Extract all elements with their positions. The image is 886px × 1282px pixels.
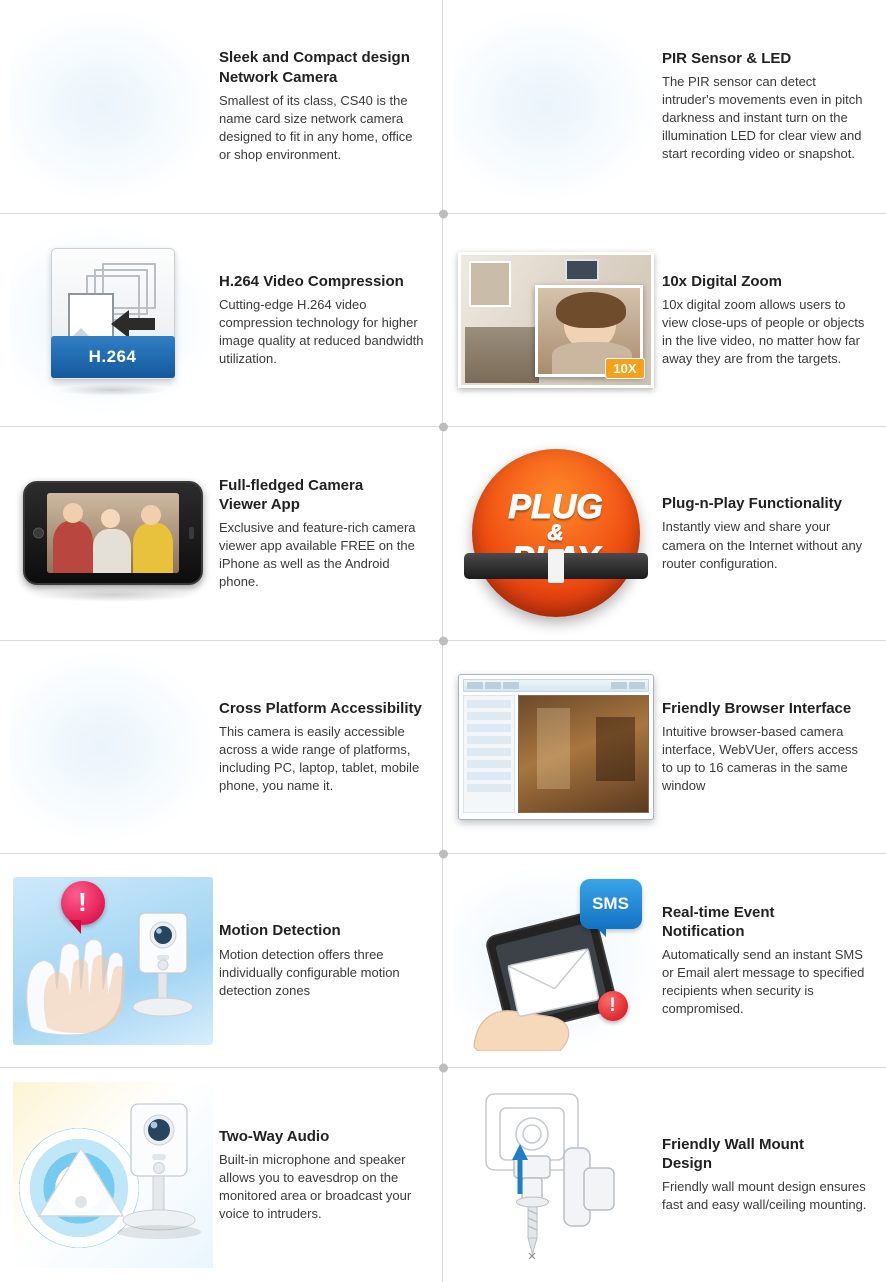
feature-text-real-time-event-notification (658, 903, 876, 1019)
feature-title-line: Notification (662, 923, 745, 941)
feature-text-two-way-audio (215, 1127, 432, 1223)
feature-cell-real-time-event-notification (443, 854, 886, 1068)
wall-mount-svg (456, 1082, 656, 1268)
feature-body: 10x digital zoom allows users to view close-ups of people or objects in the live video, no matter how far away they are from the targets. (662, 296, 865, 367)
feature-cell-friendly-wall-mount-design (443, 1068, 886, 1282)
alert-exclamation-icon: ! (61, 881, 105, 925)
browser-sidebar (463, 695, 515, 813)
feature-title: PIR Sensor & LED (662, 50, 792, 68)
feature-body: Instantly view and share your camera on the Internet without any router configuration. (662, 519, 863, 571)
feature-title-line: Viewer App (219, 495, 300, 513)
webvuer-browser-screenshot (453, 652, 658, 842)
feature-cell-camera-viewer-app (0, 427, 443, 641)
feature-title (662, 1135, 870, 1173)
browser-toolbar (463, 679, 649, 692)
camera-icon (117, 903, 209, 1043)
feature-title-line: Network Camera (219, 68, 338, 86)
feature-title: H.264 Video Compression (219, 272, 404, 290)
browser-and-device-icons-illustration (10, 652, 215, 842)
camera-with-intruder-silhouette-illustration (453, 11, 658, 201)
feature-title-line: Design (662, 1155, 713, 1173)
browser-window (458, 674, 654, 820)
wall-mount-bracket-diagram (453, 1080, 658, 1270)
feature-title: Friendly Browser Interface (662, 699, 852, 717)
feature-cell-pir-sensor-led (443, 0, 886, 214)
feature-body: Built-in microphone and speaker allows you to eavesdrop on the monitored area or broadcast your voice to intruders. (219, 1151, 412, 1221)
feature-body: The PIR sensor can detect intruder's movements even in pitch darkness and instant turn on the illumination LED for clear view and start recording video or snapshot. (662, 74, 863, 162)
divider-dot (439, 636, 448, 645)
feature-body: Intuitive browser-based camera interface, WebVUer, offers access to up to 16 cameras in the same window (662, 724, 859, 794)
smartphone-device (23, 481, 203, 585)
feature-text-pir-sensor-led (658, 49, 876, 164)
feature-body: Motion detection offers three individually configurable motion detection zones (219, 946, 400, 998)
smartphone-viewer-app-illustration (10, 438, 215, 628)
feature-body: Exclusive and feature-rich camera viewer app available FREE on the iPhone as well as the Android phone. (219, 520, 416, 590)
feature-title (219, 476, 426, 514)
feature-text-plug-n-play (658, 494, 876, 572)
sms-email-alert-phone-illustration (453, 866, 658, 1056)
feature-cell-two-way-audio (0, 1068, 443, 1282)
browser-content (463, 695, 649, 813)
feature-title: Motion Detection (219, 922, 341, 940)
plug-play-circle (472, 449, 640, 617)
feature-text-friendly-wall-mount-design (658, 1135, 876, 1215)
feature-cell-friendly-browser-interface (443, 641, 886, 855)
feature-cell-10x-digital-zoom (443, 214, 886, 428)
feature-text-sleek-compact-design (215, 48, 432, 164)
feature-title (219, 48, 426, 86)
plug-label-line2: & (547, 520, 564, 546)
camera-live-view (518, 695, 649, 813)
feature-title: 10x Digital Zoom (662, 272, 783, 290)
feature-text-h264-video-compression (215, 272, 432, 368)
feature-title-line: Full-fledged Camera (219, 476, 364, 494)
feature-text-friendly-browser-interface (658, 699, 876, 795)
sms-badge: SMS (580, 879, 642, 929)
feature-cell-plug-n-play (443, 427, 886, 641)
h264-badge: H.264 (51, 336, 175, 378)
zoom-badge: 10X (605, 358, 644, 379)
feature-title: Plug-n-Play Functionality (662, 495, 843, 513)
motion-detection-hands-illustration (10, 866, 215, 1056)
feature-cell-h264-video-compression (0, 214, 443, 428)
feature-body: Smallest of its class, CS40 is the name card size network camera designed to fit in any home, office or shop environment. (219, 92, 413, 163)
feature-cell-motion-detection (0, 854, 443, 1068)
divider-dot (439, 209, 448, 218)
feature-body: Friendly wall mount design ensures fast and easy wall/ceiling mounting. (662, 1179, 867, 1213)
feature-body: This camera is easily accessible across a wide range of platforms, including PC, laptop, tablet, mobile phone, you name it. (219, 724, 420, 794)
camera-icon (107, 1096, 211, 1256)
plug-label-line1: PLUG (508, 488, 603, 527)
feature-text-10x-digital-zoom (658, 272, 876, 368)
feature-title-line: Real-time Event (662, 903, 775, 921)
plug-and-play-badge-icon (453, 438, 658, 628)
divider-dot (439, 1064, 448, 1073)
alert-exclamation-icon: ! (598, 991, 628, 1021)
screw-icon (516, 1197, 548, 1254)
two-way-audio-speaker-illustration (10, 1080, 215, 1270)
feature-cell-sleek-compact-design (0, 0, 443, 214)
hand-holding-camera-illustration (10, 11, 215, 201)
feature-text-motion-detection (215, 921, 432, 999)
divider-dot (439, 423, 448, 432)
divider-dot (439, 850, 448, 859)
feature-title (662, 903, 870, 941)
digital-zoom-photo-illustration (453, 225, 658, 415)
feature-title-line: Sleek and Compact design (219, 49, 410, 67)
feature-body: Cutting-edge H.264 video compression technology for higher image quality at reduced bandwidth utilization. (219, 296, 424, 367)
feature-text-camera-viewer-app (215, 476, 432, 592)
feature-body: Automatically send an instant SMS or Email alert message to specified recipients when security is compromised. (662, 947, 865, 1017)
feature-text-cross-platform-accessibility (215, 699, 432, 795)
feature-title: Two-Way Audio (219, 1127, 330, 1145)
phone-screen (47, 493, 179, 573)
feature-title: Cross Platform Accessibility (219, 699, 422, 717)
feature-title-line: Friendly Wall Mount (662, 1136, 804, 1154)
svg-text:✕: ✕ (526, 1250, 537, 1263)
h264-compression-icon (10, 225, 215, 415)
feature-cell-cross-platform-accessibility (0, 641, 443, 855)
